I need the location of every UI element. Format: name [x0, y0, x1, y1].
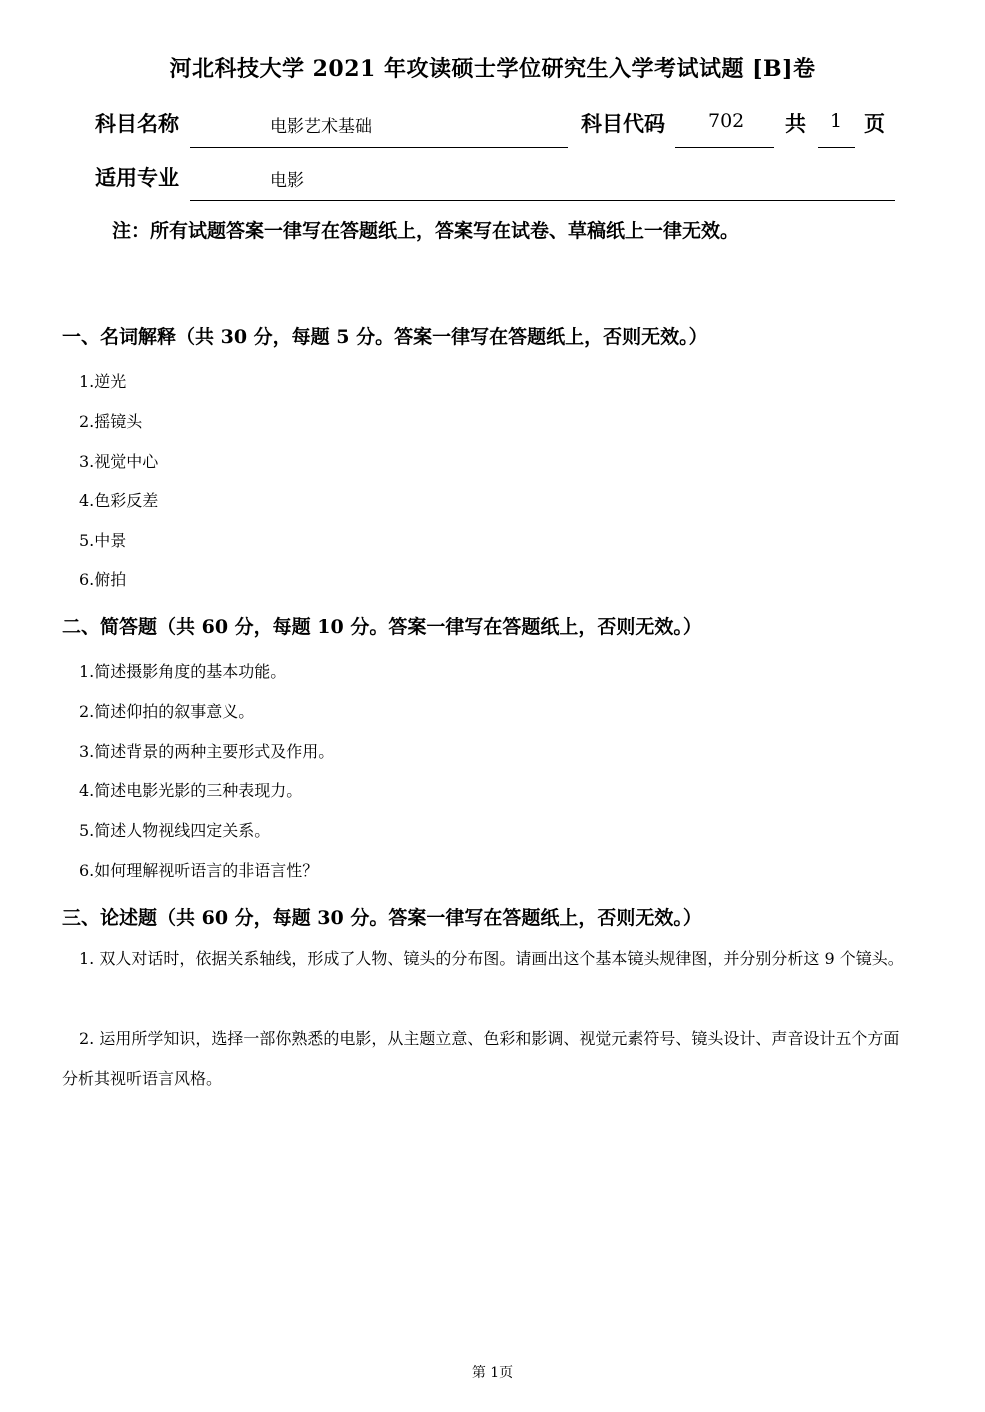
subject-name-value: 电影艺术基础	[270, 117, 372, 137]
essay-question: 1. 双人对话时，依据关系轴线，形成了人物、镜头的分布图。请画出这个基本镜头规律图，并分别分析这 9 个镜头。	[79, 949, 904, 968]
section-heading: 二、简答题（共 60 分，每题 10 分。答案一律写在答题纸上，否则无效。）	[62, 616, 702, 638]
list-item: 2.简述仰拍的叙事意义。	[79, 702, 255, 721]
list-item: 3.视觉中心	[79, 452, 159, 471]
total-pages-underline	[818, 147, 855, 148]
subject-code-underline	[675, 147, 774, 148]
page-unit-label: 页	[864, 111, 885, 136]
list-item: 5.简述人物视线四定关系。	[79, 821, 271, 840]
list-item: 4.色彩反差	[79, 491, 159, 510]
list-item: 6.如何理解视听语言的非语言性？	[79, 861, 319, 880]
total-label: 共	[785, 111, 806, 136]
essay-question: 2. 运用所学知识，选择一部你熟悉的电影，从主题立意、色彩和影调、视觉元素符号、镜头设计、声音设计五个方面分析其视听语言风格。	[62, 1029, 900, 1088]
list-item: 4.简述电影光影的三种表现力。	[79, 781, 303, 800]
major-value: 电影	[270, 171, 304, 191]
exam-title: 河北科技大学 2021 年攻读硕士学位研究生入学考试试题 [B]卷	[169, 56, 816, 82]
list-item: 1.简述摄影角度的基本功能。	[79, 662, 287, 681]
exam-note: 注：所有试题答案一律写在答题纸上，答案写在试卷、草稿纸上一律无效。	[112, 220, 740, 242]
section-heading: 三、论述题（共 60 分，每题 30 分。答案一律写在答题纸上，否则无效。）	[62, 907, 702, 929]
total-pages-value: 1	[830, 110, 843, 132]
subject-code-value: 702	[708, 110, 745, 132]
list-item: 3.简述背景的两种主要形式及作用。	[79, 742, 335, 761]
section-heading: 一、名词解释（共 30 分，每题 5 分。答案一律写在答题纸上，否则无效。）	[62, 326, 708, 348]
subject-name-underline	[190, 147, 568, 148]
major-underline	[190, 200, 895, 201]
list-item: 2.摇镜头	[79, 412, 143, 431]
page-number: 第 1页	[471, 1365, 514, 1381]
subject-name-label: 科目名称	[95, 111, 179, 136]
list-item: 1.逆光	[79, 372, 127, 391]
list-item: 6.俯拍	[79, 570, 127, 589]
list-item: 5.中景	[79, 531, 127, 550]
major-label: 适用专业	[95, 165, 179, 190]
subject-code-label: 科目代码	[581, 111, 665, 136]
